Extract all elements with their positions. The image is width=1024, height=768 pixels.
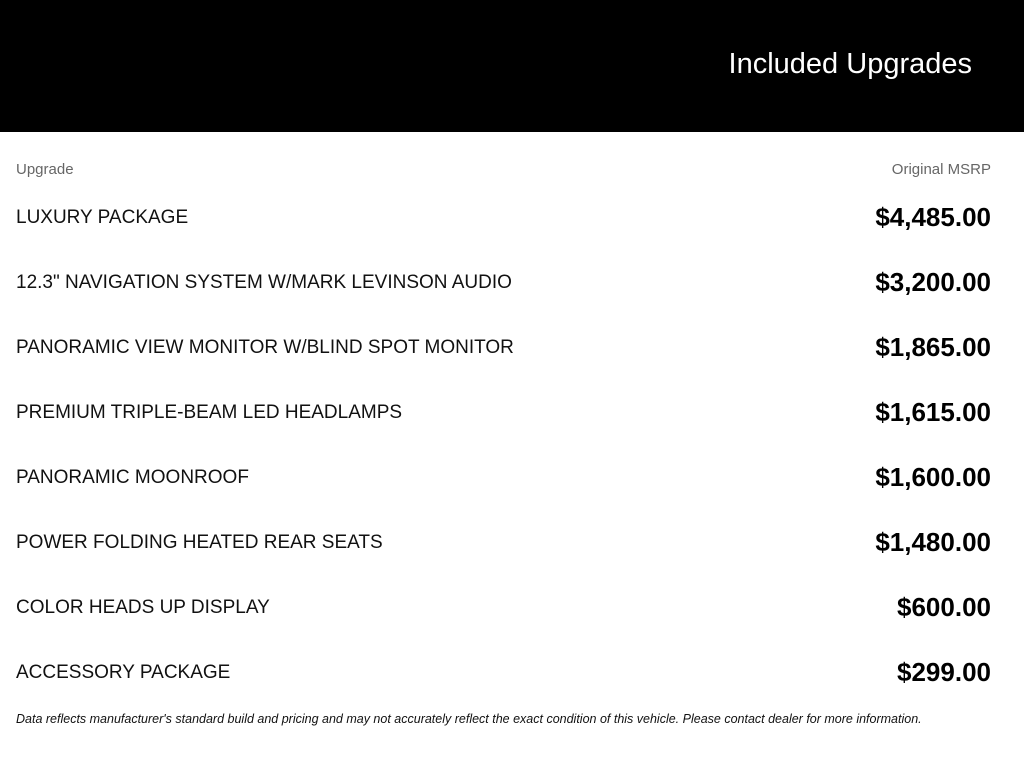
header-banner — [0, 0, 1024, 132]
upgrade-column-header: Upgrade — [16, 161, 74, 178]
msrp-column-header: Original MSRP — [891, 161, 991, 178]
upgrade-name: COLOR HEADS UP DISPLAY — [16, 596, 270, 618]
disclaimer-text: Data reflects manufacturer's standard build and pricing and may not accurately reflect the exact condition of this vehicle. Please contact dealer for more information. — [16, 712, 922, 726]
upgrade-name: PREMIUM TRIPLE-BEAM LED HEADLAMPS — [16, 401, 403, 423]
column-headers — [16, 161, 991, 181]
upgrade-price: $1,480.00 — [875, 527, 991, 557]
upgrade-price: $4,485.00 — [875, 202, 991, 232]
upgrade-name: POWER FOLDING HEATED REAR SEATS — [16, 531, 383, 553]
upgrade-name: 12.3" NAVIGATION SYSTEM W/MARK LEVINSON AUDIO — [16, 271, 512, 293]
upgrade-name: ACCESSORY PACKAGE — [16, 661, 231, 683]
upgrade-price: $299.00 — [897, 657, 991, 687]
list-item — [16, 575, 991, 640]
list-item — [16, 510, 991, 575]
list-item — [16, 315, 991, 380]
upgrade-price: $3,200.00 — [875, 267, 991, 297]
list-item — [16, 185, 991, 250]
page-title: Included Upgrades — [728, 48, 972, 80]
list-item — [16, 250, 991, 315]
upgrade-price: $1,865.00 — [875, 332, 991, 362]
upgrade-price: $1,600.00 — [875, 462, 991, 492]
list-item — [16, 380, 991, 445]
upgrades-list — [16, 185, 991, 705]
list-item — [16, 445, 991, 510]
upgrade-price: $600.00 — [897, 592, 991, 622]
upgrade-name: PANORAMIC MOONROOF — [16, 466, 249, 488]
upgrade-price: $1,615.00 — [875, 397, 991, 427]
list-item — [16, 640, 991, 705]
upgrade-name: LUXURY PACKAGE — [16, 206, 189, 228]
upgrade-name: PANORAMIC VIEW MONITOR W/BLIND SPOT MONITOR — [16, 336, 514, 358]
